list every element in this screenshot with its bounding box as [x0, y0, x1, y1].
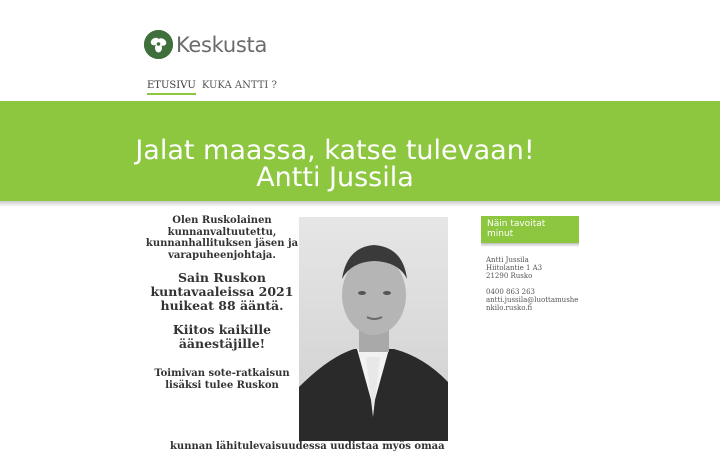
contact-name: Antti Jussila — [486, 256, 529, 264]
intro-paragraph-5: kunnan lähitulevaisuudessa uudistaa myös omaa — [170, 441, 445, 452]
sidebar-heading: Näin tavoitat minut — [481, 216, 579, 243]
intro-paragraph-2: Sain Ruskon kuntavaaleissa 2021 huikeat 88 ääntä. — [150, 270, 294, 313]
sidebar-heading-divider — [481, 243, 579, 247]
logo-text: Keskusta — [176, 32, 268, 57]
clover-icon — [144, 30, 173, 59]
intro-paragraph-4: Toimivan sote-ratkaisun lisäksi tulee Ruskon — [154, 368, 290, 391]
hero-subheadline: Antti Jussila — [256, 162, 414, 193]
intro-paragraph-1: Olen Ruskolainen kunnanvaltuutettu, kunnanhallituksen jäsen ja varapuheenjohtaja. — [145, 215, 299, 261]
contact-email[interactable]: antti.jussila@luottamushenkilo.rusko.fi — [486, 296, 579, 312]
nav-item-etusivu[interactable]: ETUSIVU — [147, 80, 196, 95]
main-nav — [147, 80, 277, 95]
keskusta-logo[interactable] — [144, 30, 267, 59]
contact-postal: 21290 Rusko — [486, 272, 533, 280]
intro-text — [145, 215, 299, 391]
portrait-photo — [299, 217, 448, 441]
nav-item-kuka-antti[interactable]: KUKA ANTTI ? — [201, 80, 277, 91]
hero-headline: Jalat maassa, katse tulevaan! — [135, 135, 535, 166]
hero-divider — [0, 201, 720, 207]
contact-street: Hiitolantie 1 A3 — [486, 264, 543, 272]
site-header — [0, 0, 720, 101]
intro-paragraph-3: Kiitos kaikille äänestäjille! — [172, 322, 272, 351]
contact-info — [486, 256, 582, 312]
contact-phone[interactable]: 0400 863 263 — [486, 288, 535, 296]
